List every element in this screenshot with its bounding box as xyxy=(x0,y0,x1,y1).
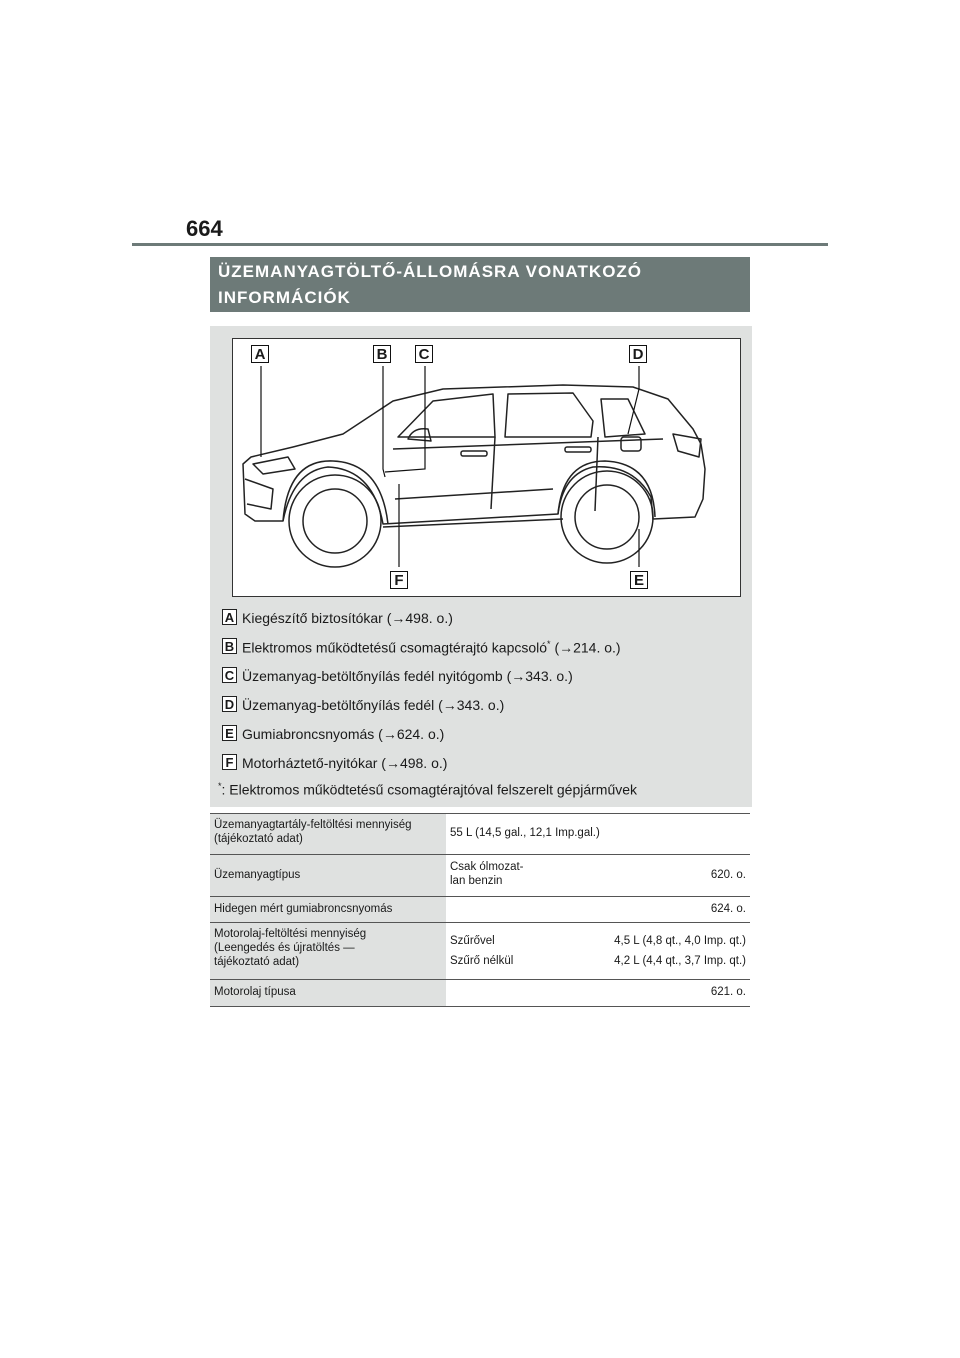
label-line: Üzemanyagtartály-feltöltési mennyiség xyxy=(214,819,412,831)
legend-badge: D xyxy=(222,696,237,712)
vehicle-figure xyxy=(232,338,741,597)
table-cell-label xyxy=(210,897,446,922)
callout-c: C xyxy=(415,345,433,363)
legend-text: Üzemanyag-betöltőnyílás fedél nyitógomb (→343. o.) xyxy=(242,668,573,684)
value-line: 4,2 L (4,4 qt., 3,7 Imp. qt.) xyxy=(614,955,746,967)
vehicle-side-view-illustration xyxy=(233,339,740,596)
label-line: Üzemanyagtípus xyxy=(214,869,301,881)
footnote-mark: * xyxy=(218,781,222,791)
table-cell-value xyxy=(446,814,750,854)
legend-badge: B xyxy=(222,638,237,654)
callout-e: E xyxy=(630,571,648,589)
value-line: Szűrővel xyxy=(450,935,495,947)
page-reference: 624. o. xyxy=(710,903,746,915)
table-cell-label xyxy=(210,855,446,896)
callout-f: F xyxy=(390,571,408,589)
label-line: Motorolaj-feltöltési mennyiség xyxy=(214,928,367,940)
page-reference: 620. o. xyxy=(710,869,746,881)
legend-badge: A xyxy=(222,609,237,625)
table-cell-value xyxy=(446,980,750,1006)
section-title xyxy=(210,257,750,312)
label-line: (Leengedés és újratöltés — xyxy=(214,942,355,954)
section-title-line-2: INFORMÁCIÓK xyxy=(218,288,351,307)
footnote-mark: * xyxy=(547,639,551,649)
table-row xyxy=(210,979,750,1007)
legend-text: Motorháztető-nyitókar (→498. o.) xyxy=(242,755,448,771)
legend-text: Gumiabroncsnyomás (→624. o.) xyxy=(242,726,445,742)
label-line: (tájékoztató adat) xyxy=(214,833,303,845)
label-line: Motorolaj típusa xyxy=(214,986,296,998)
value-line: lan benzin xyxy=(450,875,503,887)
legend-text-ref: (→214. o.) xyxy=(550,639,621,656)
footnote-text: : Elektromos működtetésű csomagtérajtóval felszerelt gépjárművek xyxy=(221,781,638,798)
legend-text xyxy=(242,639,621,656)
table-row xyxy=(210,896,750,922)
table-row xyxy=(210,854,750,896)
table-cell-value xyxy=(446,923,750,979)
value-text: 55 L (14,5 gal., 12,1 Imp.gal.) xyxy=(450,827,600,839)
table-cell-label xyxy=(210,923,446,979)
value-line: Csak ólmozat- xyxy=(450,861,524,873)
table-row xyxy=(210,813,750,854)
value-line: Szűrő nélkül xyxy=(450,955,514,967)
table-cell-label xyxy=(210,980,446,1006)
page-number: 664 xyxy=(186,216,223,241)
header-rule xyxy=(132,243,828,246)
table-cell-value xyxy=(446,897,750,922)
section-title-line-1: ÜZEMANYAGTÖLTŐ-ÁLLOMÁSRA VONATKOZÓ xyxy=(218,262,643,281)
legend-text: Kiegészítő biztosítókar (→498. o.) xyxy=(242,610,453,626)
footnote xyxy=(218,781,637,798)
label-line: Hidegen mért gumiabroncsnyomás xyxy=(214,903,393,915)
legend-text-main: Elektromos működtetésű csomagtérajtó kapcsoló xyxy=(242,639,548,656)
table-cell-label xyxy=(210,814,446,854)
label-line: tájékoztató adat) xyxy=(214,956,300,968)
callout-d: D xyxy=(629,345,647,363)
page-reference: 621. o. xyxy=(710,986,746,998)
table-cell-value xyxy=(446,855,750,896)
table-row xyxy=(210,922,750,979)
callout-a: A xyxy=(251,345,269,363)
value-line: 4,5 L (4,8 qt., 4,0 Imp. qt.) xyxy=(614,935,746,947)
callout-b: B xyxy=(373,345,391,363)
legend-badge: F xyxy=(222,754,237,770)
legend-text: Üzemanyag-betöltőnyílás fedél (→343. o.) xyxy=(242,697,505,713)
legend-badge: C xyxy=(222,667,237,683)
legend-badge: E xyxy=(222,725,237,741)
